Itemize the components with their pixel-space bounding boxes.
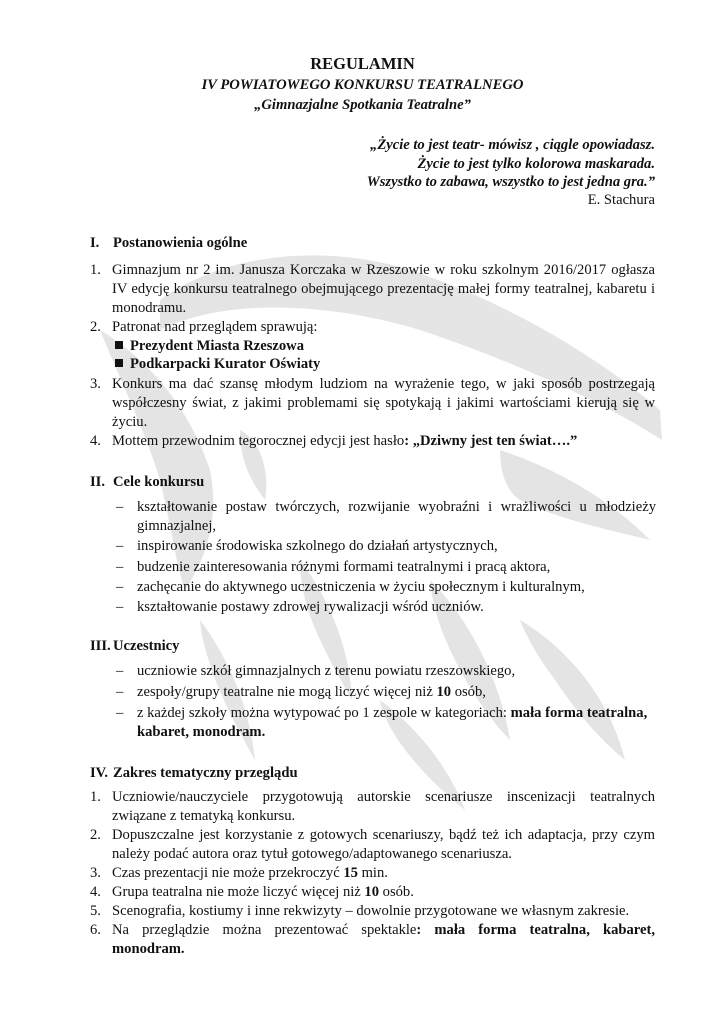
- section-heading-3: [90, 637, 179, 656]
- dash-item: [116, 578, 656, 597]
- numbered-item: [90, 902, 655, 921]
- item-text-part: Czas prezentacji nie może przekroczyć: [112, 865, 344, 881]
- dash-item: [116, 598, 656, 617]
- dash-bullet-icon: –: [116, 579, 124, 595]
- dash-bullet-icon: –: [116, 599, 124, 615]
- item-text-part: osób.: [379, 884, 414, 900]
- numbered-item: [90, 788, 655, 826]
- dash-item: [116, 704, 656, 742]
- item-text: Patronat nad przeglądem sprawują:: [112, 319, 318, 335]
- item-number: 1.: [90, 789, 101, 805]
- section-title: Zakres tematyczny przeglądu: [113, 765, 298, 781]
- document-subtitle: IV POWIATOWEGO KONKURSU TEATRALNEGO: [201, 77, 524, 93]
- item-text-part: osób,: [451, 684, 486, 700]
- item-number: 3.: [90, 376, 101, 392]
- motto-phrase: : „Dziwny jest ten świat….”: [404, 433, 578, 449]
- section-number: III.: [90, 638, 111, 654]
- motto-line: „Życie to jest teatr- mówisz , ciągle opowiadasz.: [370, 137, 655, 153]
- section-heading-1: [90, 234, 247, 253]
- item-text: [112, 864, 655, 883]
- item-text: Uczniowie/nauczyciele przygotowują autorskie scenariusze inscenizacji teatralnych związane z tematyką konkursu.: [112, 789, 655, 824]
- patron-name: Prezydent Miasta Rzeszowa: [130, 338, 304, 354]
- item-text: kształtowanie postawy zdrowej rywalizacji wśród uczniów.: [137, 599, 484, 615]
- dash-item: [116, 662, 656, 681]
- section-heading-4: [90, 764, 298, 783]
- dash-bullet-icon: –: [116, 538, 124, 554]
- section-title: Cele konkursu: [113, 474, 205, 490]
- item-text-part: Mottem przewodnim tegorocznej edycji jest hasło: [112, 433, 405, 449]
- dash-item: [116, 537, 656, 556]
- numbered-item: [90, 826, 655, 864]
- dash-bullet-icon: –: [116, 663, 124, 679]
- dash-bullet-icon: –: [116, 559, 124, 575]
- motto-line: Życie to jest tylko kolorowa maskarada.: [417, 156, 655, 172]
- item-text: inspirowanie środowiska szkolnego do działań artystycznych,: [137, 538, 498, 554]
- max-members: 10: [436, 684, 452, 700]
- item-number: 1.: [90, 262, 101, 278]
- item-text: Dopuszczalne jest korzystanie z gotowych scenariuszy, bądź też ich adaptacja, przy czym należy podać autora oraz tytuł gotowego/adaptowanego scenariusza.: [112, 827, 655, 862]
- section-number: I.: [90, 235, 100, 251]
- numbered-item: [90, 375, 655, 432]
- numbered-item: [90, 864, 655, 883]
- section-number: IV.: [90, 765, 108, 781]
- categories: mała forma teatralna, kabaret, monodram.: [137, 705, 648, 740]
- item-text: Konkurs ma dać szansę młodym ludziom na wyrażenie tego, w jaki sposób postrzegają współczesny świat, z jakimi problemami się spotykają i jakimi wartościami kierują się w życiu.: [112, 376, 655, 430]
- item-text: kształtowanie postaw twórczych, rozwijanie wyobraźni i wrażliwości u młodzieży gimnazjalnej,: [137, 499, 656, 534]
- numbered-item: [90, 261, 655, 318]
- item-number: 3.: [90, 865, 101, 881]
- motto-line: Wszystko to zabawa, wszystko to jest jedna gra.”: [366, 174, 655, 190]
- item-text: uczniowie szkół gimnazjalnych z terenu powiatu rzeszowskiego,: [137, 663, 516, 679]
- section-title: Postanowienia ogólne: [113, 235, 248, 251]
- dash-item: [116, 558, 656, 577]
- numbered-item: [90, 921, 655, 959]
- dash-bullet-icon: –: [116, 705, 124, 721]
- item-text-part: zespoły/grupy teatralne nie mogą liczyć więcej niż: [137, 684, 437, 700]
- item-number: 5.: [90, 903, 101, 919]
- dash-bullet-icon: –: [116, 499, 124, 515]
- section-heading-2: [90, 473, 204, 492]
- time-limit: 15: [343, 865, 358, 881]
- item-text: [112, 432, 655, 451]
- item-text-part: Na przeglądzie można prezentować spektakle: [112, 922, 417, 938]
- square-bullet-icon: [115, 341, 123, 349]
- section-number: II.: [90, 474, 106, 490]
- categories: : mała forma teatralna, kabaret, monodram.: [112, 922, 655, 957]
- item-text: [137, 683, 656, 702]
- section-title: Uczestnicy: [113, 638, 180, 654]
- item-text-part: Grupa teatralna nie może liczyć więcej niż: [112, 884, 365, 900]
- max-members: 10: [364, 884, 380, 900]
- numbered-item: [90, 883, 655, 902]
- patron-item: [115, 355, 320, 374]
- item-text: [112, 921, 655, 959]
- dash-item: [116, 683, 656, 702]
- item-text: [112, 883, 655, 902]
- item-number: 6.: [90, 922, 101, 938]
- item-text-part: min.: [357, 865, 388, 881]
- item-text: [137, 704, 656, 742]
- numbered-item: [90, 432, 655, 451]
- item-number: 4.: [90, 884, 101, 900]
- item-text: zachęcanie do aktywnego uczestniczenia w życiu społecznym i kulturalnym,: [137, 579, 585, 595]
- dash-item: [116, 498, 656, 536]
- patron-name: Podkarpacki Kurator Oświaty: [130, 356, 321, 372]
- item-number: 2.: [90, 319, 101, 335]
- item-text-part: z każdej szkoły można wytypować po 1 zespole w kategoriach:: [137, 705, 511, 721]
- event-name: „Gimnazjalne Spotkania Teatralne”: [254, 97, 471, 113]
- item-number: 2.: [90, 827, 101, 843]
- item-text: Scenografia, kostiumy i inne rekwizyty – dowolnie przygotowane we własnym zakresie.: [112, 903, 630, 919]
- motto-author: E. Stachura: [587, 192, 655, 208]
- numbered-item: [90, 318, 655, 337]
- square-bullet-icon: [115, 359, 123, 367]
- patron-item: [115, 337, 304, 356]
- item-text: Gimnazjum nr 2 im. Janusza Korczaka w Rzeszowie w roku szkolnym 2016/2017 ogłasza IV edycję konkursu teatralnego obejmującego prezentację małej formy teatralnej, kabaretu i monodramu.: [112, 262, 655, 316]
- item-text: budzenie zainteresowania różnymi formami teatralnymi i pracą aktora,: [137, 559, 551, 575]
- dash-bullet-icon: –: [116, 684, 124, 700]
- document-title: REGULAMIN: [310, 54, 415, 73]
- item-number: 4.: [90, 433, 101, 449]
